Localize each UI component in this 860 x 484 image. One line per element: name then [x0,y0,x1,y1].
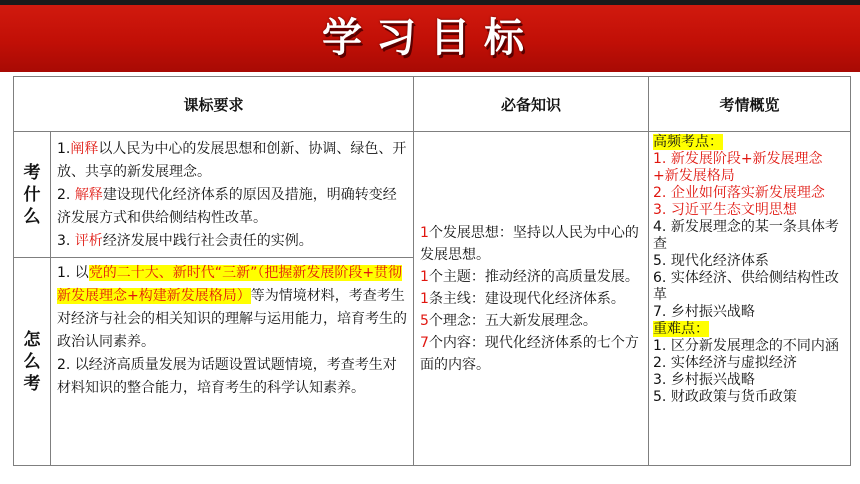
req-what-1-keyword: 阐释 [70,141,99,157]
knowledge-item-1 [420,222,642,266]
req-what-2-num: 2. [57,187,71,203]
requirements-how-cell [51,258,414,466]
knowledge-cell [414,132,649,466]
req-how-1-num: 1. 以 [57,265,89,281]
knowledge-item-3 [420,288,642,310]
overview-high-freq-2: 2. 企业如何落实新发展理念 [653,185,825,201]
row-what [14,132,851,258]
knowledge-item-5-text: 个内容：现代化经济体系的七个方面的内容。 [420,334,639,373]
side-label-what [14,132,51,258]
side-label-what-text: 考 什 么 [23,162,41,227]
objectives-table [13,76,851,466]
overview-high-freq-3: 3. 习近平生态文明思想 [653,202,797,218]
overview-difficult-1: 1. 区分新发展理念的不同内涵 [653,338,839,354]
overview-point-6: 6. 实体经济、供给侧结构性改革 [653,270,839,303]
header-knowledge: 必备知识 [414,77,649,132]
req-what-3-text: 经济发展中践行社会责任的实例。 [102,233,313,249]
req-what-1-text: 以人民为中心的发展思想和创新、协调、绿色、开放、共享的新发展理念。 [57,141,407,180]
req-how-1-text: 等为情境材料，考查考生对经济与社会的相关知识的理解与运用能力，培育考生的政治认同素养。 [57,288,407,350]
header-requirements: 课标要求 [14,77,414,132]
overview-point-7: 7. 乡村振兴战略 [653,304,755,320]
knowledge-item-5 [420,332,642,376]
overview-difficult-2: 2. 实体经济与虚拟经济 [653,355,797,371]
header-row [14,77,851,132]
overview-difficult-label-text: 重难点： [653,321,710,337]
knowledge-item-3-num: 1 [420,290,429,307]
knowledge-item-4 [420,310,642,332]
knowledge-item-2-text: 个主题：推动经济的高质量发展。 [428,268,639,285]
overview-difficult-label [653,321,846,338]
req-what-3-num: 3. [57,233,71,249]
knowledge-item-5-num: 7 [420,334,429,351]
overview-cell [649,132,851,466]
req-what-3-keyword: 评析 [74,233,103,249]
req-how-2-text: 2. 以经济高质量发展为话题设置试题情境，考查考生对材料知识的整合能力，培育考生的科学认知素养。 [57,357,397,396]
page-title: 学习目标 [322,15,538,61]
knowledge-item-1-text: 个发展思想：坚持以人民为中心的发展思想。 [420,224,639,263]
knowledge-item-2 [420,266,642,288]
req-what-1-num: 1. [57,141,71,157]
overview-high-freq-label [653,134,846,151]
overview-difficult-4: 5. 财政政策与货币政策 [653,389,797,405]
overview-point-5: 5. 现代化经济体系 [653,253,769,269]
side-label-how-text: 怎 么 考 [23,329,41,394]
knowledge-item-1-num: 1 [420,224,429,241]
header-overview: 考情概览 [649,77,851,132]
knowledge-item-4-num: 5 [420,312,429,329]
req-how-1-highlight: 党的二十大、新时代“三新”（把握新发展阶段+贯彻新发展理念+构建新发展格局） [57,265,403,304]
side-label-how [14,258,51,466]
req-what-2-keyword: 解释 [74,187,103,203]
req-what-2-text: 建设现代化经济体系的原因及措施，明确转变经济发展方式和供给侧结构性改革。 [57,187,397,226]
requirements-what-cell [51,132,414,258]
overview-point-4: 4. 新发展理念的某一条具体考查 [653,219,839,252]
overview-high-freq-label-text: 高频考点： [653,134,724,150]
overview-high-freq-1: 1. 新发展阶段+新发展理念+新发展格局 [653,151,823,184]
overview-difficult-3: 3. 乡村振兴战略 [653,372,755,388]
knowledge-item-4-text: 个理念：五大新发展理念。 [428,312,597,329]
knowledge-item-3-text: 条主线：建设现代化经济体系。 [428,290,625,307]
knowledge-item-2-num: 1 [420,268,429,285]
